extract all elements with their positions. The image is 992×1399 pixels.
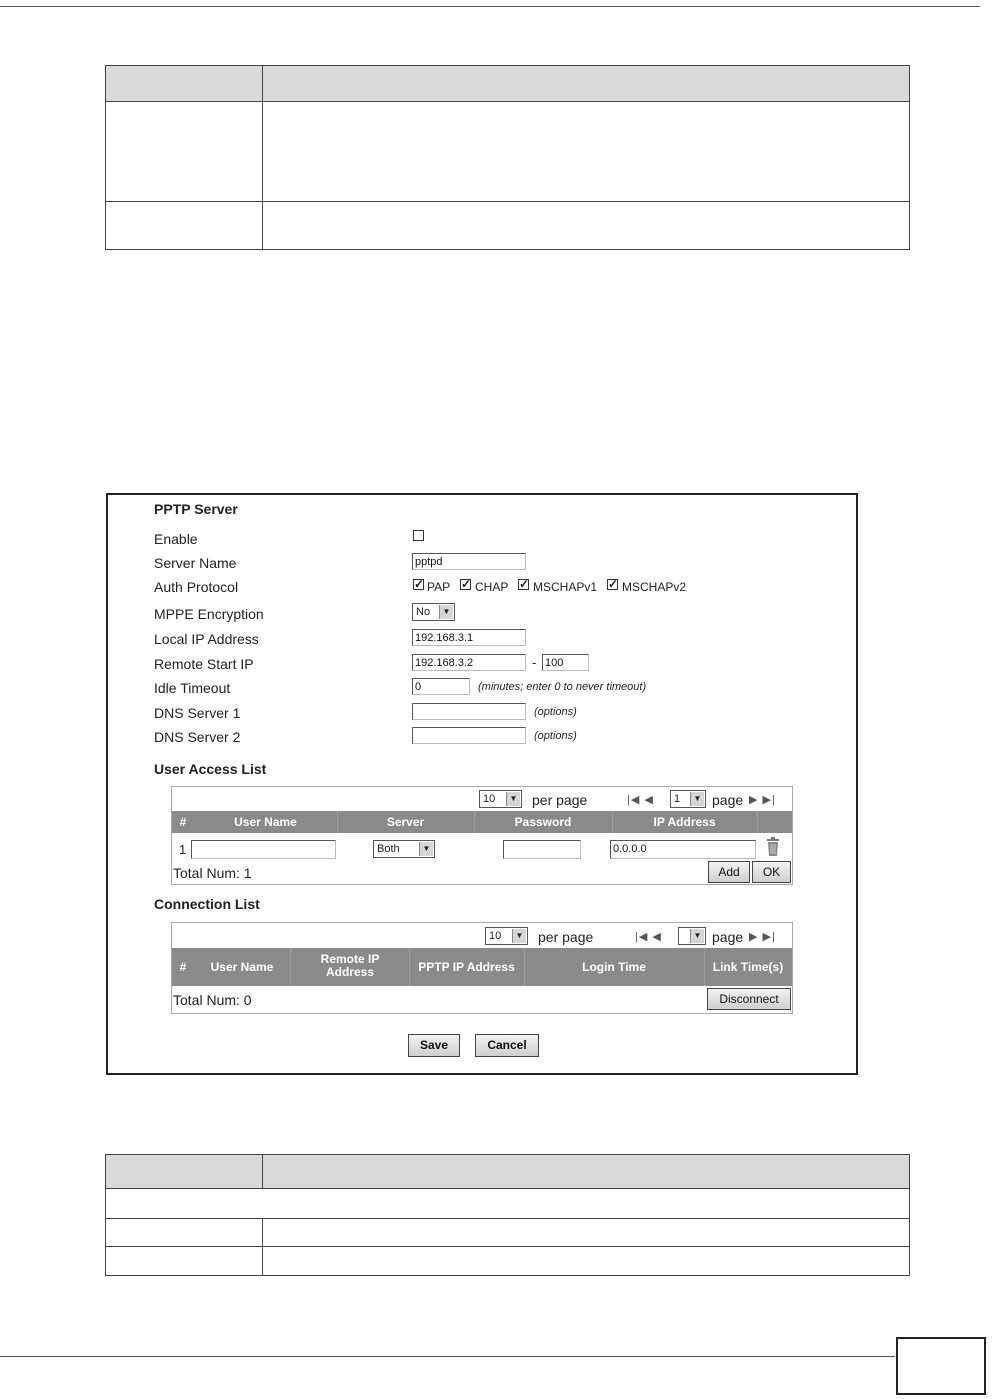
first-prev-page-icon[interactable]: |◀ ◀ <box>627 794 654 806</box>
dns2-input[interactable] <box>412 727 526 744</box>
ok-button[interactable]: OK <box>752 861 791 883</box>
chevron-down-icon: ▼ <box>690 792 704 806</box>
conn-col-login-time: Login Time <box>582 960 646 974</box>
page-header-rule <box>0 6 980 7</box>
cancel-button[interactable]: Cancel <box>475 1034 539 1057</box>
conn-per-page-select[interactable] <box>485 927 528 945</box>
conn-col-pptp-ip: PPTP IP Address <box>418 960 515 974</box>
conn-col-link-time: Link Time(s) <box>712 960 784 974</box>
per-page-value: 10 <box>483 793 496 805</box>
chevron-down-icon: ▼ <box>512 929 526 943</box>
auth-pap-label: PAP <box>427 580 451 594</box>
col-password: Password <box>514 815 572 829</box>
dns1-hint: (options) <box>534 706 577 718</box>
pptp-section-title: PPTP Server <box>154 501 238 517</box>
table-cell <box>263 1247 910 1276</box>
dns2-label: DNS Server 2 <box>154 729 241 745</box>
idle-timeout-label: Idle Timeout <box>154 680 231 696</box>
server-select[interactable] <box>373 840 435 858</box>
table-cell <box>263 102 910 202</box>
conn-per-page-value: 10 <box>489 930 502 942</box>
chevron-down-icon: ▼ <box>690 929 704 943</box>
password-input[interactable] <box>503 840 581 859</box>
mppe-select[interactable] <box>412 603 455 621</box>
remote-start-ip-input[interactable]: 192.168.3.2 <box>412 654 526 671</box>
pptp-screenshot <box>106 493 858 1075</box>
table-header-cell <box>263 1155 910 1189</box>
table-cell <box>106 1189 910 1219</box>
col-ip-address: IP Address <box>653 815 716 829</box>
col-user-name: User Name <box>234 815 297 829</box>
table-cell <box>106 1247 263 1276</box>
dns1-input[interactable] <box>412 703 526 720</box>
table-header-cell <box>106 66 263 102</box>
page-value: 1 <box>674 793 681 805</box>
table-cell <box>263 202 910 250</box>
chevron-down-icon: ▼ <box>419 842 433 856</box>
user-total: Total Num: 1 <box>173 865 252 881</box>
dns1-label: DNS Server 1 <box>154 705 241 721</box>
page-number-box <box>896 1337 986 1395</box>
conn-col-remote-ip: Remote IP Address <box>320 952 380 979</box>
table-header-cell <box>263 66 910 102</box>
mppe-label: MPPE Encryption <box>154 606 264 622</box>
idle-timeout-hint: (minutes; enter 0 to never timeout) <box>478 681 647 693</box>
connection-header <box>172 948 792 986</box>
row-index: 1 <box>179 842 187 857</box>
add-button[interactable]: Add <box>708 861 750 883</box>
page-footer-rule <box>0 1356 895 1357</box>
first-prev-page-icon[interactable]: |◀ ◀ <box>635 931 662 943</box>
connection-list-title: Connection List <box>154 896 260 912</box>
idle-timeout-input[interactable]: 0 <box>412 678 470 695</box>
auth-mschapv2-label: MSCHAPv2 <box>622 580 687 594</box>
conn-col-user-name: User Name <box>210 960 274 974</box>
chevron-down-icon: ▼ <box>439 605 453 619</box>
save-button[interactable]: Save <box>408 1034 460 1057</box>
table-cell <box>263 1219 910 1247</box>
conn-page-label: page <box>712 929 744 945</box>
auth-mschapv2-checkbox[interactable]: ✓ <box>608 577 619 591</box>
table-cell <box>106 202 263 250</box>
conn-total: Total Num: 0 <box>173 992 252 1008</box>
table-cell <box>106 102 263 202</box>
enable-label: Enable <box>154 531 198 547</box>
conn-per-page-label: per page <box>538 929 594 945</box>
conn-page-select[interactable] <box>678 927 706 945</box>
col-index: # <box>179 815 187 829</box>
auth-chap-checkbox[interactable]: ✓ <box>461 577 472 591</box>
conn-col-index: # <box>179 960 187 974</box>
server-name-input[interactable]: pptpd <box>412 553 526 570</box>
auth-pap-checkbox[interactable]: ✓ <box>414 577 425 591</box>
next-last-page-icon[interactable]: ▶ ▶| <box>749 794 776 806</box>
doc-table-bottom <box>105 1154 910 1276</box>
enable-checkbox[interactable] <box>413 530 424 541</box>
server-name-label: Server Name <box>154 555 237 571</box>
per-page-label: per page <box>532 792 588 808</box>
disconnect-button[interactable]: Disconnect <box>707 988 791 1010</box>
next-last-page-icon[interactable]: ▶ ▶| <box>749 931 776 943</box>
col-server: Server <box>386 815 425 829</box>
user-name-input[interactable] <box>191 840 336 859</box>
remote-end-input[interactable]: 100 <box>542 654 589 671</box>
doc-table-top <box>105 65 910 250</box>
local-ip-label: Local IP Address <box>154 631 259 647</box>
table-header-cell <box>106 1155 263 1189</box>
connection-panel <box>171 922 793 1014</box>
dns2-hint: (options) <box>534 730 577 742</box>
user-access-title: User Access List <box>154 761 267 777</box>
user-access-header <box>172 811 792 833</box>
local-ip-input[interactable]: 192.168.3.1 <box>412 629 526 646</box>
auth-chap-label: CHAP <box>475 580 509 594</box>
chevron-down-icon: ▼ <box>506 792 520 806</box>
range-dash: - <box>532 655 537 670</box>
server-value: Both <box>377 843 400 855</box>
page-select[interactable] <box>670 790 706 808</box>
auth-protocol-label: Auth Protocol <box>154 579 239 595</box>
ip-address-input[interactable]: 0.0.0.0 <box>610 840 756 859</box>
per-page-select[interactable] <box>479 790 522 808</box>
table-cell <box>106 1219 263 1247</box>
auth-mschapv1-label: MSCHAPv1 <box>533 580 598 594</box>
mppe-value: No <box>416 606 431 618</box>
remote-start-ip-label: Remote Start IP <box>154 656 254 672</box>
user-access-panel <box>171 786 793 885</box>
trash-icon[interactable] <box>766 837 780 857</box>
page-label: page <box>712 792 744 808</box>
auth-mschapv1-checkbox[interactable]: ✓ <box>519 577 530 591</box>
